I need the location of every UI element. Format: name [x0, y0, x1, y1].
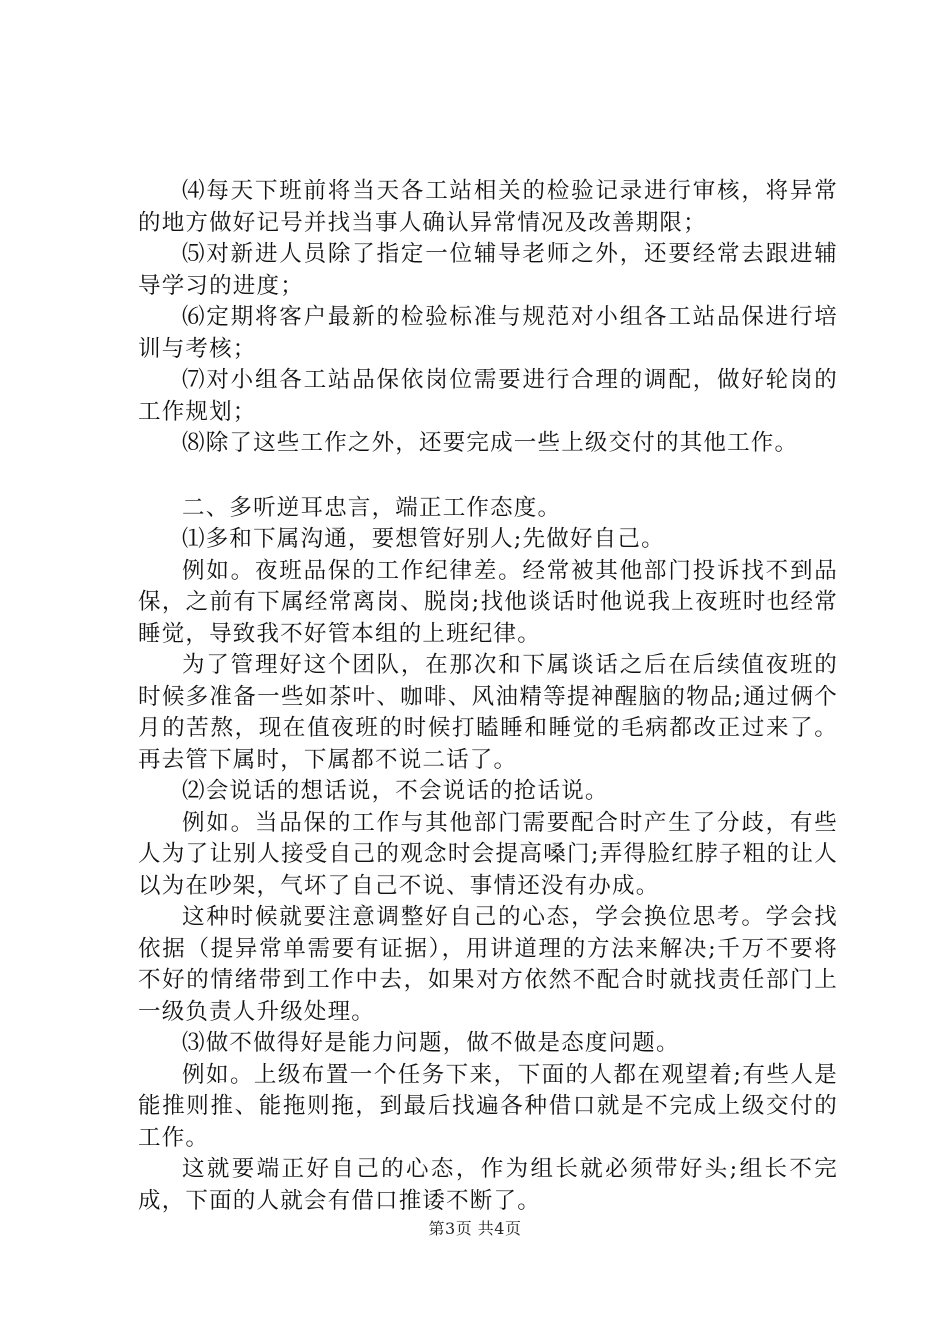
- list-item-4: ⑷每天下班前将当天各工站相关的检验记录进行审核，将异常的地方做好记号并找当事人确认异常情况及改善期限；: [138, 178, 838, 236]
- example-paragraph-1: 例如。夜班品保的工作纪律差。经常被其他部门投诉找不到品保，之前有下属经常离岗、脱岗;找他谈话时他说我上夜班时也经常睡觉，导致我不好管本组的上班纪律。: [138, 557, 838, 647]
- sub-item-1: ⑴多和下属沟通，要想管好别人;先做好自己。: [182, 526, 665, 552]
- example-paragraph-3: 例如。上级布置一个任务下来，下面的人都在观望着;有些人是能推则推、能拖则拖，到最后找遍各种借口就是不完成上级交付的工作。: [138, 1061, 838, 1151]
- example-paragraph-2: 例如。当品保的工作与其他部门需要配合时产生了分歧，有些人为了让别人接受自己的观念时会提高嗓门;弄得脸红脖子粗的让人以为在吵架，气坏了自己不说、事情还没有办成。: [138, 809, 838, 899]
- list-item-5: ⑸对新进人员除了指定一位辅导老师之外，还要经常去跟进辅导学习的进度；: [138, 241, 838, 299]
- body-paragraph-2: 这种时候就要注意调整好自己的心态，学会换位思考。学会找依据（提异常单需要有证据），用讲道理的方法来解决;千万不要将不好的情绪带到工作中去，如果对方依然不配合时就找责任部门上一级负责人升级处理。: [138, 904, 838, 1025]
- page-footer: 第3页 共4页: [428, 1219, 522, 1238]
- document-body: [138, 176, 838, 1217]
- sub-item-2: ⑵会说话的想话说，不会说话的抢话说。: [182, 778, 609, 804]
- section-heading: 二、多听逆耳忠言，端正工作态度。: [182, 494, 562, 521]
- list-item-8: ⑻除了这些工作之外，还要完成一些上级交付的其他工作。: [182, 430, 799, 456]
- list-item-7: ⑺对小组各工站品保依岗位需要进行合理的调配，做好轮岗的工作规划；: [138, 367, 838, 425]
- list-item-6: ⑹定期将客户最新的检验标准与规范对小组各工站品保进行培训与考核；: [138, 304, 838, 362]
- body-paragraph-3: 这就要端正好自己的心态，作为组长就必须带好头;组长不完成，下面的人就会有借口推诿不断了。: [138, 1156, 838, 1214]
- sub-item-3: ⑶做不做得好是能力问题，做不做是态度问题。: [182, 1030, 680, 1056]
- section-spacer: [138, 460, 838, 493]
- body-paragraph-1: 为了管理好这个团队，在那次和下属谈话之后在后续值夜班的时候多准备一些如茶叶、咖啡、风油精等提神醒脑的物品;通过俩个月的苦熬，现在值夜班的时候打瞌睡和睡觉的毛病都改正过来了。再去管下属时，下属都不说二话了。: [138, 652, 838, 773]
